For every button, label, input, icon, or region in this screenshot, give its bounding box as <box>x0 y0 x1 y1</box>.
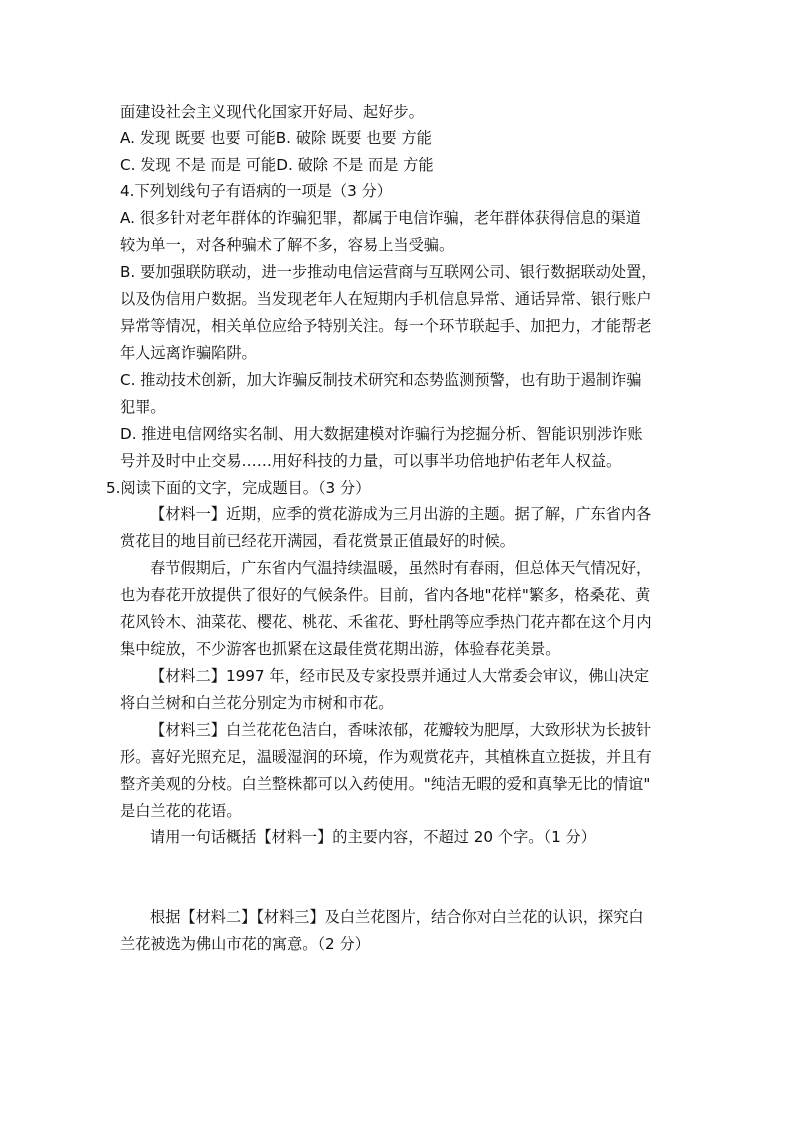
sub-question-1: 请用一句话概括【材料一】的主要内容，不超过 20 个字。（1 分） <box>150 828 596 846</box>
option-a-line-1: A. 很多针对老年群体的诈骗犯罪，都属于电信诈骗，老年群体获得信息的渠道 <box>120 209 641 227</box>
option-c-line-2: 犯罪。 <box>120 398 166 416</box>
paragraph-line-4: 集中绽放，不少游客也抓紧在这最佳赏花期出游，体验春花美景。 <box>120 640 561 658</box>
sub-question-2-line-2: 兰花被选为佛山市花的寓意。（2 分） <box>120 935 370 953</box>
paragraph-line-2: 也为春花开放提供了很好的气候条件。目前，省内各地"花样"繁多，格桑花、黄 <box>120 586 651 604</box>
material-3-line-3: 整齐美观的分枝。白兰整株都可以入药使用。"纯洁无暇的爱和真挚无比的情谊" <box>120 775 651 793</box>
material-2-line-1: 【材料二】1997 年，经市民及专家投票并通过人大常委会审议，佛山决定 <box>150 667 650 685</box>
paragraph-line-1: 春节假期后，广东省内气温持续温暖，虽然时有春雨，但总体天气情况好， <box>150 559 652 577</box>
option-b-line-3: 异常等情况，相关单位应给予特别关注。每一个环节联起手、加把力，才能帮老 <box>120 317 652 335</box>
text-line: 面建设社会主义现代化国家开好局、起好步。 <box>120 103 424 121</box>
option-b-line-2: 以及伪信用户数据。当发现老年人在短期内手机信息异常、通话异常、银行账户 <box>120 290 652 308</box>
option-b-line-4: 年人远离诈骗陷阱。 <box>120 344 257 362</box>
material-2-line-2: 将白兰树和白兰花分别定为市树和市花。 <box>120 694 394 712</box>
option-line-cd: C. 发现 不是 而是 可能D. 破除 不是 而是 方能 <box>120 156 434 174</box>
option-d-line-2: 号并及时中止交易……用好科技的力量，可以事半功倍地护佑老年人权益。 <box>120 452 622 470</box>
material-1-line-1: 【材料一】近期，应季的赏花游成为三月出游的主题。据了解，广东省内各 <box>150 505 652 523</box>
material-3-line-4: 是白兰花的花语。 <box>120 802 242 820</box>
material-3-line-1: 【材料三】白兰花花色洁白，香味浓郁，花瓣较为肥厚，大致形状为长披针 <box>150 721 652 739</box>
material-3-line-2: 形。喜好光照充足，温暖湿润的环境，作为观赏花卉，其植株直立挺拔，并且有 <box>120 748 652 766</box>
question-4-heading: 4.下列划线句子有语病的一项是（3 分） <box>120 182 392 200</box>
option-d-line-1: D. 推进电信网络实名制、用大数据建模对诈骗行为挖掘分析、智能识别涉诈账 <box>120 425 643 443</box>
option-b-line-1: B. 要加强联防联动，进一步推动电信运营商与互联网公司、银行数据联动处置， <box>120 263 657 281</box>
option-c-line-1: C. 推动技术创新，加大诈骗反制技术研究和态势监测预警，也有助于遏制诈骗 <box>120 371 642 389</box>
option-a-line-2: 较为单一，对各种骗术了解不多，容易上当受骗。 <box>120 236 455 254</box>
option-line-ab: A. 发现 既要 也要 可能B. 破除 既要 也要 方能 <box>120 129 432 147</box>
sub-question-2-line-1: 根据【材料二】【材料三】及白兰花图片，结合你对白兰花的认识，探究白 <box>150 908 644 926</box>
paragraph-line-3: 花风铃木、油菜花、樱花、桃花、禾雀花、野杜鹃等应季热门花卉都在这个月内 <box>120 613 652 631</box>
material-1-line-2: 赏花目的地目前已经花开满园，看花赏景正值最好的时候。 <box>120 532 515 550</box>
question-5-heading: 5.阅读下面的文字，完成题目。（3 分） <box>106 479 371 497</box>
